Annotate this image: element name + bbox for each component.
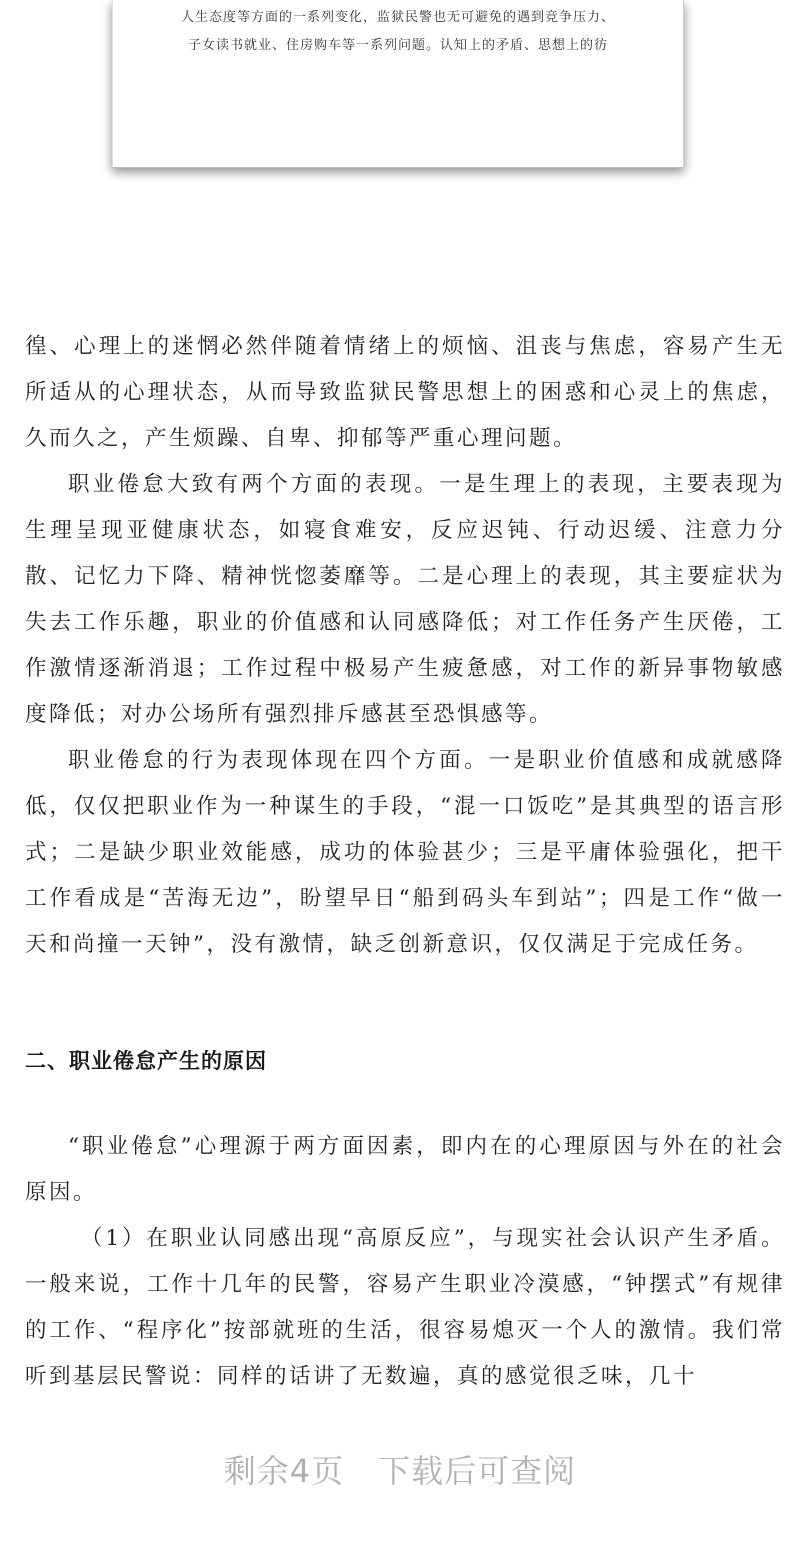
paragraph-behaviors: 职业倦怠的行为表现体现在四个方面。一是职业价值感和成就感降低，仅仅把职业作为一种谋生的手段，“混一口饭吃”是其典型的语言形式；二是缺少职业效能感，成功的体验甚少；三是平庸体验强化，把干工作看成是“苦海无边”，盼望早日“船到码头车到站”；四是工作“做一天和尚撞一天钟”，没有激情，缺乏创新意识，仅仅满足于完成任务。 xyxy=(25,748,785,957)
document-body-section-2 xyxy=(25,1124,785,1400)
section-heading: 二、职业倦怠产生的原因 xyxy=(25,1049,267,1073)
paragraph-symptoms: 职业倦怠大致有两个方面的表现。一是生理上的表现，主要表现为生理呈现亚健康状态，如寝食难安，反应迟钝、行动迟缓、注意力分散、记忆力下降、精神恍惚萎靡等。二是心理上的表现，其主要症状为失去工作乐趣，职业的价值感和认同感降低；对工作任务产生厌倦，工作激情逐渐消退；工作过程中极易产生疲惫感，对工作的新异事物敏感度降低；对办公场所有强烈排斥感甚至恐惧感等。 xyxy=(25,472,785,727)
card-text-line-1: 人生态度等方面的一系列变化，监狱民警也无可避免的遇到竞争压力、 xyxy=(180,10,615,25)
paragraph-causes-intro: “职业倦怠”心理源于两方面因素，即内在的心理原因与外在的社会原因。 xyxy=(25,1134,785,1205)
paragraph-cause-1: （1）在职业认同感出现“高原反应”，与现实社会认识产生矛盾。一般来说，工作十几年的民警，容易产生职业冷漠感，“钟摆式”有规律的工作、“程序化”按部就班的生活，很容易熄灭一个人的激情。我们常听到基层民警说：同样的话讲了无数遍，真的感觉很乏味，几十 xyxy=(25,1226,785,1389)
card-text-line-2: 子女读书就业、住房购车等一系列问题。认知上的矛盾、思想上的彷 xyxy=(187,38,608,53)
document-preview-card xyxy=(112,0,684,168)
paragraph-continuation: 徨、心理上的迷惘必然伴随着情绪上的烦恼、沮丧与焦虑，容易产生无所适从的心理状态，从而导致监狱民警思想上的困惑和心灵上的焦虑，久而久之，产生烦躁、自卑、抑郁等严重心理问题。 xyxy=(25,334,785,451)
download-to-view-label[interactable]: 下载后可查阅 xyxy=(378,1452,577,1490)
remaining-pages-banner[interactable] xyxy=(0,1446,800,1492)
document-body xyxy=(25,324,785,968)
remaining-pages-label: 剩余4页 xyxy=(223,1452,345,1490)
